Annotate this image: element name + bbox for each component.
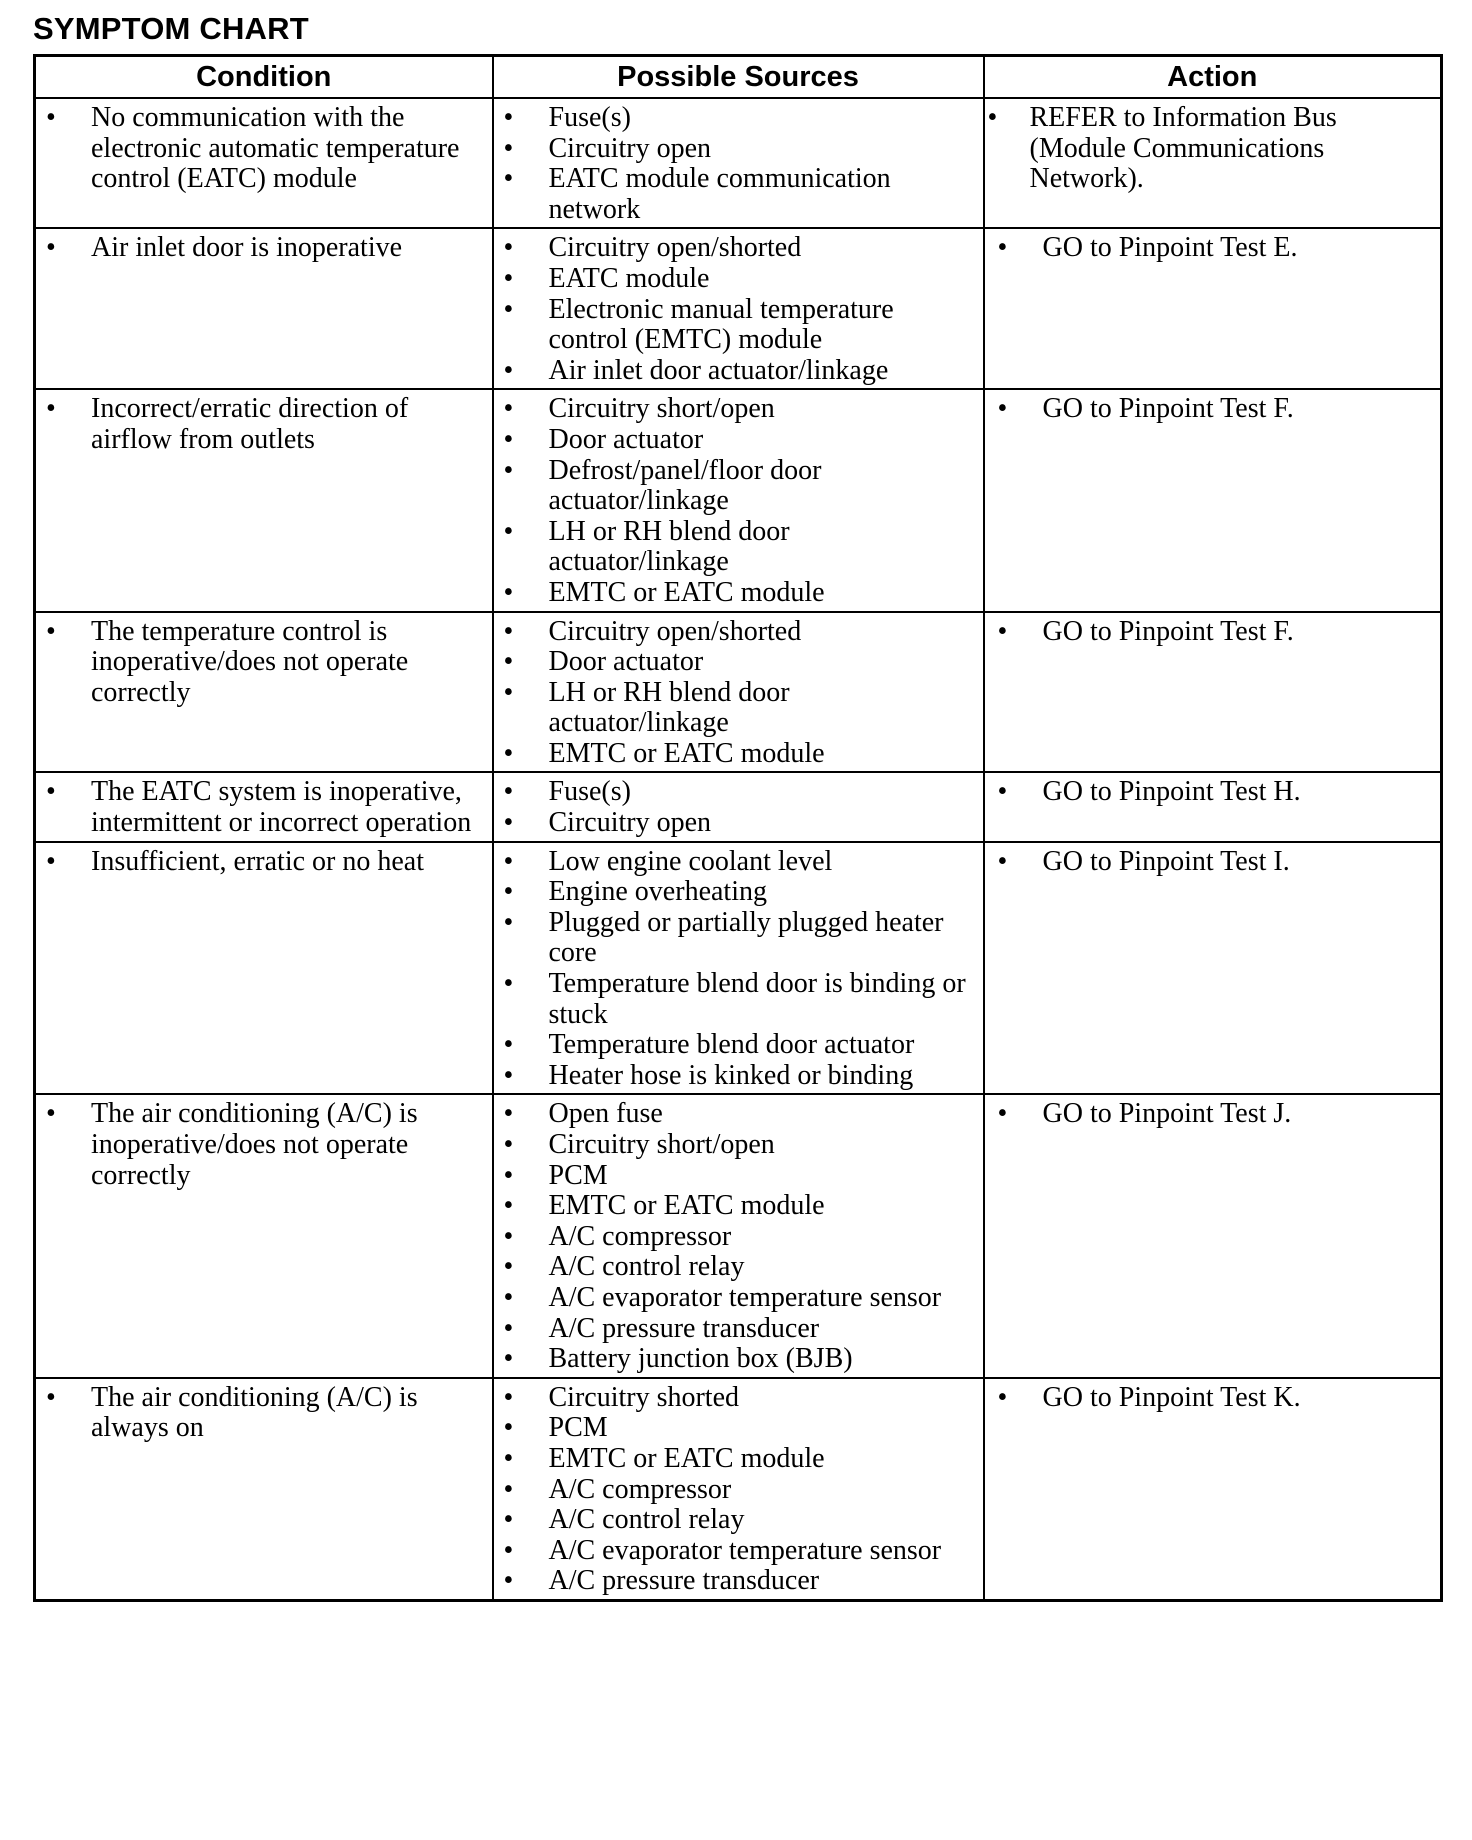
sources-list-item: • PCM bbox=[494, 1413, 983, 1444]
sources-list-item: • Circuitry open bbox=[494, 134, 983, 165]
sources-list-item: • Circuitry open/shorted bbox=[494, 617, 983, 648]
sources-list-item: • EMTC or EATC module bbox=[494, 739, 983, 770]
condition-list-item: • The air conditioning (A/C) is always on bbox=[36, 1383, 492, 1444]
action-cell bbox=[984, 228, 1442, 389]
sources-list bbox=[494, 103, 983, 225]
sources-list-item: • Circuitry shorted bbox=[494, 1383, 983, 1414]
action-list bbox=[985, 847, 1441, 878]
sources-list-item: • Temperature blend door is binding or stuck bbox=[494, 969, 983, 1030]
table-row bbox=[35, 389, 1442, 611]
action-list bbox=[985, 777, 1441, 808]
action-list-item: • GO to Pinpoint Test J. bbox=[985, 1099, 1441, 1130]
sources-list-item: • Circuitry open bbox=[494, 808, 983, 839]
sources-list-item: • Electronic manual temperature control (EMTC) module bbox=[494, 295, 983, 356]
sources-list-item: • Engine overheating bbox=[494, 877, 983, 908]
condition-list bbox=[36, 103, 492, 195]
action-list-item: • GO to Pinpoint Test F. bbox=[985, 394, 1441, 425]
sources-list-item: • A/C control relay bbox=[494, 1505, 983, 1536]
condition-list bbox=[36, 233, 492, 264]
possible-sources-cell bbox=[493, 1378, 984, 1601]
condition-cell bbox=[35, 98, 493, 228]
possible-sources-cell bbox=[493, 842, 984, 1095]
sources-list-item: • EMTC or EATC module bbox=[494, 1191, 983, 1222]
action-cell bbox=[984, 389, 1442, 611]
action-cell bbox=[984, 1378, 1442, 1601]
sources-list-item: • A/C pressure transducer bbox=[494, 1314, 983, 1345]
condition-cell bbox=[35, 612, 493, 773]
sources-list bbox=[494, 233, 983, 386]
condition-list-item: • No communication with the electronic automatic temperature control (EATC) module bbox=[36, 103, 492, 195]
sources-list bbox=[494, 1099, 983, 1374]
table-row bbox=[35, 1378, 1442, 1601]
table-row bbox=[35, 612, 1442, 773]
possible-sources-cell bbox=[493, 612, 984, 773]
action-cell bbox=[984, 1094, 1442, 1377]
possible-sources-cell bbox=[493, 98, 984, 228]
sources-list-item: • A/C evaporator temperature sensor bbox=[494, 1283, 983, 1314]
table-body bbox=[35, 98, 1442, 1600]
sources-list-item: • Low engine coolant level bbox=[494, 847, 983, 878]
sources-list-item: • EATC module bbox=[494, 264, 983, 295]
sources-list-item: • A/C compressor bbox=[494, 1222, 983, 1253]
action-list bbox=[985, 1099, 1441, 1130]
action-cell bbox=[984, 98, 1442, 228]
action-cell bbox=[984, 842, 1442, 1095]
condition-list bbox=[36, 1383, 492, 1444]
action-list-item: • GO to Pinpoint Test I. bbox=[985, 847, 1441, 878]
page-title: SYMPTOM CHART bbox=[33, 11, 309, 46]
symptom-chart-table bbox=[33, 54, 1443, 1602]
sources-list bbox=[494, 1383, 983, 1597]
possible-sources-cell bbox=[493, 389, 984, 611]
sources-list-item: • Circuitry short/open bbox=[494, 1130, 983, 1161]
action-list-item: • GO to Pinpoint Test H. bbox=[985, 777, 1441, 808]
condition-cell bbox=[35, 1094, 493, 1377]
condition-list bbox=[36, 1099, 492, 1191]
condition-cell bbox=[35, 389, 493, 611]
action-list-item: • REFER to Information Bus (Module Communications Network). bbox=[985, 103, 1441, 195]
sources-list-item: • EMTC or EATC module bbox=[494, 578, 983, 609]
condition-list bbox=[36, 847, 492, 878]
condition-list bbox=[36, 394, 492, 455]
action-list bbox=[985, 233, 1441, 264]
condition-list-item: • Air inlet door is inoperative bbox=[36, 233, 492, 264]
condition-cell bbox=[35, 1378, 493, 1601]
sources-list-item: • Temperature blend door actuator bbox=[494, 1030, 983, 1061]
possible-sources-cell bbox=[493, 772, 984, 841]
table-row bbox=[35, 842, 1442, 1095]
action-list bbox=[985, 617, 1441, 648]
sources-list-item: • A/C evaporator temperature sensor bbox=[494, 1536, 983, 1567]
condition-cell bbox=[35, 772, 493, 841]
table-header-row bbox=[35, 56, 1442, 99]
condition-list bbox=[36, 777, 492, 838]
condition-list-item: • The air conditioning (A/C) is inoperative/does not operate correctly bbox=[36, 1099, 492, 1191]
condition-cell bbox=[35, 228, 493, 389]
possible-sources-cell bbox=[493, 228, 984, 389]
sources-list-item: • A/C pressure transducer bbox=[494, 1566, 983, 1597]
sources-list-item: • Open fuse bbox=[494, 1099, 983, 1130]
condition-cell bbox=[35, 842, 493, 1095]
sources-list-item: • Door actuator bbox=[494, 647, 983, 678]
column-header-action: Action bbox=[984, 56, 1442, 99]
action-list-item: • GO to Pinpoint Test E. bbox=[985, 233, 1441, 264]
action-list-item: • GO to Pinpoint Test F. bbox=[985, 617, 1441, 648]
column-header-possible-sources: Possible Sources bbox=[493, 56, 984, 99]
action-cell bbox=[984, 612, 1442, 773]
sources-list-item: • Fuse(s) bbox=[494, 103, 983, 134]
action-cell bbox=[984, 772, 1442, 841]
sources-list bbox=[494, 394, 983, 608]
sources-list-item: • Plugged or partially plugged heater core bbox=[494, 908, 983, 969]
sources-list-item: • PCM bbox=[494, 1161, 983, 1192]
sources-list-item: • EATC module communication network bbox=[494, 164, 983, 225]
sources-list-item: • Fuse(s) bbox=[494, 777, 983, 808]
table-row bbox=[35, 98, 1442, 228]
possible-sources-cell bbox=[493, 1094, 984, 1377]
sources-list-item: • LH or RH blend door actuator/linkage bbox=[494, 678, 983, 739]
table-row bbox=[35, 1094, 1442, 1377]
sources-list-item: • A/C compressor bbox=[494, 1475, 983, 1506]
sources-list-item: • Door actuator bbox=[494, 425, 983, 456]
sources-list-item: • Circuitry short/open bbox=[494, 394, 983, 425]
condition-list-item: • The temperature control is inoperative/does not operate correctly bbox=[36, 617, 492, 709]
sources-list-item: • Circuitry open/shorted bbox=[494, 233, 983, 264]
sources-list bbox=[494, 847, 983, 1092]
table-row bbox=[35, 228, 1442, 389]
condition-list-item: • Incorrect/erratic direction of airflow from outlets bbox=[36, 394, 492, 455]
condition-list-item: • The EATC system is inoperative, intermittent or incorrect operation bbox=[36, 777, 492, 838]
condition-list-item: • Insufficient, erratic or no heat bbox=[36, 847, 492, 878]
sources-list bbox=[494, 777, 983, 838]
sources-list-item: • Defrost/panel/floor door actuator/linkage bbox=[494, 456, 983, 517]
sources-list-item: • A/C control relay bbox=[494, 1252, 983, 1283]
condition-list bbox=[36, 617, 492, 709]
sources-list-item: • Battery junction box (BJB) bbox=[494, 1344, 983, 1375]
action-list bbox=[985, 103, 1441, 195]
action-list bbox=[985, 1383, 1441, 1414]
column-header-condition: Condition bbox=[35, 56, 493, 99]
sources-list-item: • EMTC or EATC module bbox=[494, 1444, 983, 1475]
sources-list-item: • Air inlet door actuator/linkage bbox=[494, 356, 983, 387]
table-row bbox=[35, 772, 1442, 841]
sources-list-item: • LH or RH blend door actuator/linkage bbox=[494, 517, 983, 578]
action-list bbox=[985, 394, 1441, 425]
sources-list bbox=[494, 617, 983, 770]
sources-list-item: • Heater hose is kinked or binding bbox=[494, 1061, 983, 1092]
action-list-item: • GO to Pinpoint Test K. bbox=[985, 1383, 1441, 1414]
